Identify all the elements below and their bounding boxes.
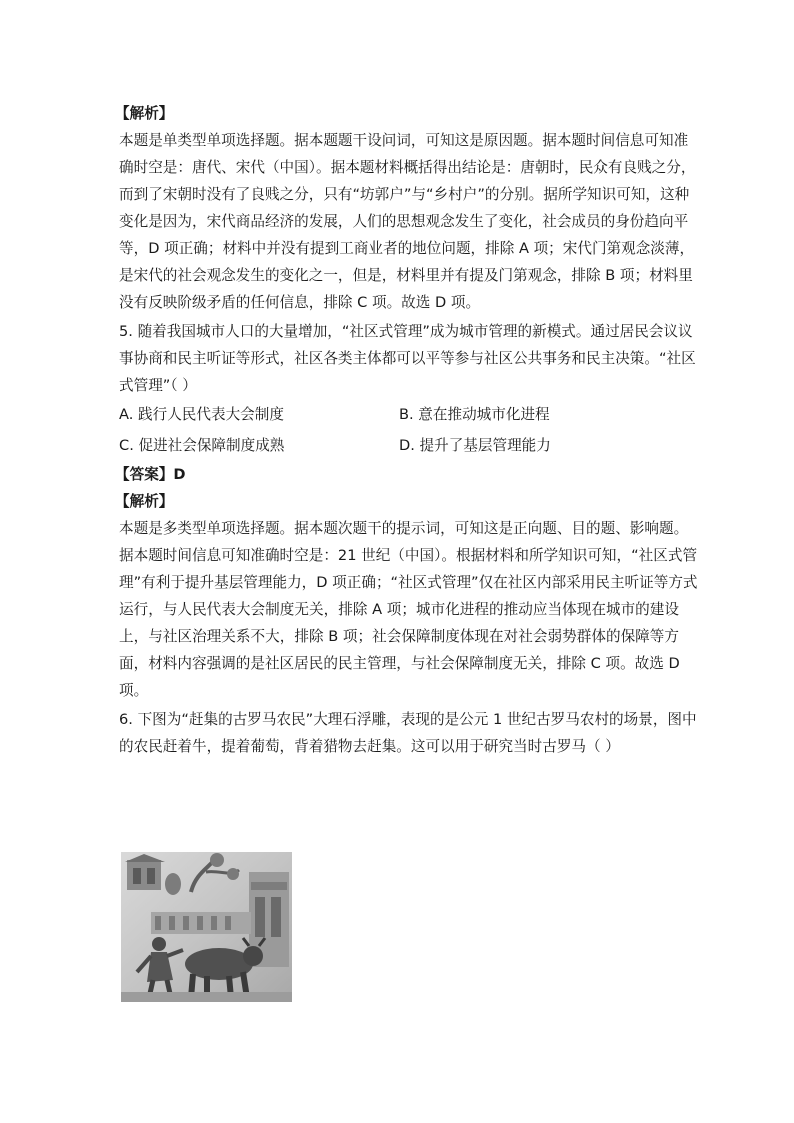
q6-stem-line: 的农民赶着牛，提着葡萄，背着猎物去赶集。这可以用于研究当时古罗马（ ） bbox=[119, 738, 620, 755]
q5-stem-line: 事协商和民主听证等形式，社区各类主体都可以平等参与社区公共事务和民主决策。“社区 bbox=[119, 350, 696, 367]
q6-stem-line: 6. 下图为“赶集的古罗马农民”大理石浮雕，表现的是公元 1 世纪古罗马农村的场景，图中 bbox=[119, 711, 697, 728]
q4-analysis-line: 确时空是：唐代、宋代（中国）。据本题材料概括得出结论是：唐朝时，民众有良贱之分， bbox=[119, 159, 696, 176]
q4-analysis-line: 等，D 项正确；材料中并没有提到工商业者的地位问题，排除 A 项；宋代门第观念淡薄， bbox=[119, 240, 695, 257]
q5-options-row bbox=[119, 430, 679, 461]
q4-analysis-line: 变化是因为，宋代商品经济的发展，人们的思想观念发生了变化，社会成员的身份趋向平 bbox=[119, 213, 689, 230]
q5-analysis-line: 运行，与人民代表大会制度无关，排除 A 项；城市化进程的推动应当体现在城市的建设 bbox=[119, 601, 679, 618]
document-page bbox=[115, 100, 698, 760]
q5-analysis-line: 本题是多类型单项选择题。据本题次题干的提示词，可知这是正向题、目的题、影响题。 bbox=[119, 520, 689, 537]
q4-analysis-label: 【解析】 bbox=[115, 105, 174, 122]
q5-analysis-line: 上，与社区治理关系不大，排除 B 项；社会保障制度体现在对社会弱势群体的保障等方 bbox=[119, 628, 679, 645]
q4-analysis-line: 而到了宋朝时没有了良贱之分，只有“坊郭户”与“乡村户”的分别。据所学知识可知，这种 bbox=[119, 186, 690, 203]
q5-option-a: A. 践行人民代表大会制度 bbox=[119, 406, 284, 423]
q4-analysis-line: 没有反映阶级矛盾的任何信息，排除 C 项。故选 D 项。 bbox=[119, 294, 481, 311]
q5-option-c: C. 促进社会保障制度成熟 bbox=[119, 437, 285, 454]
q5-answer: 【答案】D bbox=[115, 466, 186, 483]
q5-analysis-label: 【解析】 bbox=[115, 493, 174, 510]
q5-stem-line: 式管理”（ ） bbox=[119, 377, 197, 394]
q5-analysis-line: 项。 bbox=[119, 682, 149, 699]
q4-analysis-line: 本题是单类型单项选择题。据本题题干设问词，可知这是原因题。据本题时间信息可知准 bbox=[119, 132, 689, 149]
q5-analysis-line: 面，材料内容强调的是社区居民的民主管理，与社会保障制度无关，排除 C 项。故选 D bbox=[119, 655, 680, 672]
marble-relief-image bbox=[121, 852, 292, 1002]
q5-analysis-line: 据本题时间信息可知准确时空是：21 世纪（中国）。根据材料和所学知识可知，“社区式管 bbox=[119, 547, 698, 564]
q5-options-row bbox=[119, 399, 679, 430]
q5-stem-line: 5. 随着我国城市人口的大量增加，“社区式管理”成为城市管理的新模式。通过居民会议议 bbox=[119, 323, 693, 340]
q5-option-d: D. 提升了基层管理能力 bbox=[399, 437, 551, 454]
q4-analysis-line: 是宋代的社会观念发生的变化之一，但是，材料里并有提及门第观念，排除 B 项；材料里 bbox=[119, 267, 693, 284]
q5-analysis-line: 理”有利于提升基层管理能力，D 项正确；“社区式管理”仅在社区内部采用民主听证等方式 bbox=[119, 574, 698, 591]
q5-option-b: B. 意在推动城市化进程 bbox=[399, 406, 550, 423]
